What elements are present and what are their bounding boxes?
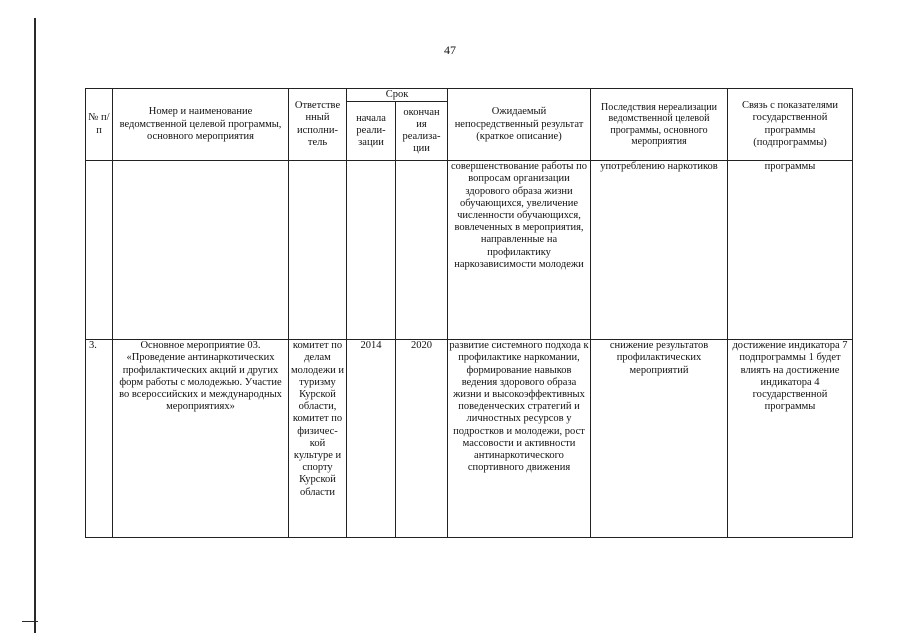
cell-link: достижение индикатора 7 подпрограммы 1 будет влиять на достижение индикатора 4 государственной программы: [728, 340, 853, 538]
cell-consequences: употреблению наркотиков: [591, 161, 728, 340]
col-header-name: Номер и наименование ведомственной целевой программы, основного мероприятия: [113, 89, 289, 161]
col-header-responsible: Ответстве нный исполни- тель: [289, 89, 347, 161]
cell-consequences: снижение результатов профилактических мероприятий: [591, 340, 728, 538]
cell-start: 2014: [347, 340, 396, 538]
cell-end: 2020: [396, 340, 448, 538]
col-header-expected: Ожидаемый непосредственный результат (краткое описание): [448, 89, 591, 161]
cell-name: [113, 161, 289, 340]
cell-responsible: комитет по делам молодежи и туризму Курской области, комитет по физичес- кой культуре и спорту Курской области: [289, 340, 347, 538]
cell-num: 3.: [86, 340, 113, 538]
cell-responsible: [289, 161, 347, 340]
col-header-end: окончан ия реализа- ции: [396, 102, 448, 161]
cell-name: Основное мероприятие 03. «Проведение антинаркотических профилактических акций и других форм работы с молодежью. Участие во всероссийских и международных мероприятиях»: [113, 340, 289, 538]
cell-start: [347, 161, 396, 340]
header-row-1: [86, 89, 853, 102]
margin-tick: [22, 621, 38, 622]
col-header-num: № п/п: [86, 89, 113, 161]
col-header-link: Связь с показателями государственной программы (подпрограммы): [728, 89, 853, 161]
col-header-consequences: Последствия нереализации ведомственной целевой программы, основного мероприятия: [591, 89, 728, 161]
left-margin-line: [34, 18, 36, 633]
col-header-term: Срок: [347, 89, 448, 102]
table-row: [86, 340, 853, 538]
col-header-start: начала реали- зации: [347, 102, 396, 161]
table-row: [86, 161, 853, 340]
cell-expected: развитие системного подхода к профилактике наркомании, формирование навыков ведения здорового образа жизни и высокоэффективных поведенческих стратегий и личностных ресурсов у подростков и молодежи, рост массовости и активности антинаркотического спортивного движения: [448, 340, 591, 538]
cell-end: [396, 161, 448, 340]
cell-link: программы: [728, 161, 853, 340]
cell-expected: совершенствование работы по вопросам организации здорового образа жизни обучающихся, увеличение численности обучающихся, вовлеченных в мероприятия, направленные на профилактику наркозависимости молодежи: [448, 161, 591, 340]
cell-num: [86, 161, 113, 340]
program-table: [85, 88, 853, 538]
page-number: 47: [444, 43, 456, 57]
